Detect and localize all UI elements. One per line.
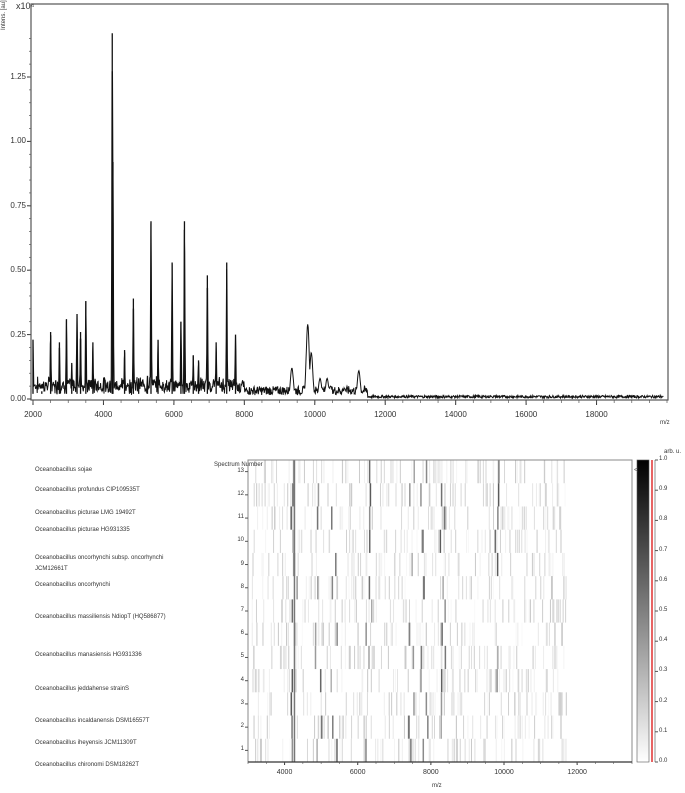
- heatmap-x-tick: 10000: [494, 769, 514, 776]
- spectrum-number-tick: 3: [240, 699, 244, 706]
- colorbar-tick: 0.8: [659, 516, 668, 523]
- spectrum-number-tick: 12: [237, 490, 244, 497]
- spectrum-number-tick: 13: [237, 467, 244, 474]
- colorbar-tick: 0.7: [659, 546, 668, 553]
- colorbar-tick: 1.0: [659, 456, 668, 462]
- x-tick-label: 6000: [164, 410, 183, 419]
- colorbar: [637, 460, 649, 762]
- spectrum-number-tick: 9: [240, 560, 244, 567]
- heatmap-x-tick: 6000: [349, 769, 366, 776]
- colorbar-tick: 0.2: [659, 697, 668, 704]
- spectrum-number-tick: 1: [240, 746, 244, 753]
- x-tick-label: 16000: [514, 410, 538, 419]
- y-tick-label: 0.75: [10, 200, 26, 210]
- species-label: Oceanobacillus manasiensis HG931336: [35, 652, 142, 658]
- colorbar-label: arb. u.: [664, 449, 682, 455]
- y-exponent-label: x10⁴: [16, 1, 35, 11]
- species-label: Oceanobacillus chironomi DSM18262T: [35, 762, 140, 768]
- species-label: Oceanobacillus massiliensis NdiopT (HQ586877): [35, 614, 166, 620]
- x-tick-label: 4000: [94, 410, 113, 419]
- species-label: Oceanobacillus oncorhynchi subsp. oncorhynchi: [35, 555, 164, 561]
- colorbar-tick: 0.5: [659, 607, 668, 613]
- spectrum-number-tick: 7: [240, 607, 244, 613]
- x-tick-label: 14000: [444, 410, 467, 419]
- x-tick-label: 12000: [374, 410, 397, 419]
- colorbar-tick: 0.3: [659, 667, 668, 674]
- spectrum-number-tick: 4: [240, 676, 244, 683]
- species-label: Oceanobacillus profundus CIP109535T: [35, 487, 140, 493]
- species-label: Oceanobacillus sojae: [35, 467, 93, 473]
- species-label: Oceanobacillus picturae HG931335: [35, 527, 130, 533]
- colorbar-tick: 0.0: [659, 758, 668, 764]
- spectrum-number-tick: 8: [240, 583, 244, 590]
- x-tick-label: 8000: [235, 410, 254, 419]
- heatmap-x-tick: 8000: [423, 769, 439, 776]
- species-label: JCM12661T: [35, 566, 68, 572]
- x-tick-label: 2000: [24, 410, 42, 419]
- species-label: Oceanobacillus picturae LMG 19492T: [35, 510, 136, 516]
- heatmap-x-tick: 4000: [276, 769, 293, 776]
- y-tick-label: 0.25: [10, 329, 26, 339]
- y-tick-label: 1.00: [10, 136, 26, 146]
- spectrum-number-tick: 2: [240, 723, 244, 730]
- x-tick-label: 10000: [303, 410, 326, 419]
- species-label: Oceanobacillus jeddahense strainS: [35, 686, 130, 692]
- colorbar-tick: 0.6: [659, 576, 668, 583]
- heatmap-x-label: m/z: [432, 783, 442, 789]
- species-label: Oceanobacillus incaldanensis DSM16557T: [35, 718, 150, 724]
- colorbar-tick: 0.9: [659, 486, 668, 493]
- y-tick-label: 1.25: [10, 72, 26, 81]
- species-label: Oceanobacillus iheyensis JCM11309T: [35, 740, 137, 746]
- colorbar-tick: 0.4: [659, 637, 668, 644]
- x-unit-label: m/z: [660, 420, 670, 426]
- heatmap-x-tick: 12000: [567, 769, 587, 776]
- spectrum-number-tick: 5: [240, 653, 244, 660]
- spectrum-number-tick: 11: [237, 514, 244, 521]
- spectrum-number-tick: 6: [240, 630, 244, 637]
- y-tick-label: 0.50: [10, 265, 26, 275]
- x-tick-label: 18000: [585, 410, 608, 419]
- y-axis-label: Intens. [au]: [1, 0, 7, 30]
- colorbar-tick: 0.1: [659, 727, 668, 734]
- spectrum-number-header: Spectrum Number: [214, 462, 263, 468]
- spectrum-number-tick: 10: [237, 537, 244, 544]
- svg-text:<: <: [634, 467, 639, 474]
- species-label: Oceanobacillus oncorhynchi: [35, 582, 111, 588]
- y-tick-label: 0.00: [10, 394, 26, 403]
